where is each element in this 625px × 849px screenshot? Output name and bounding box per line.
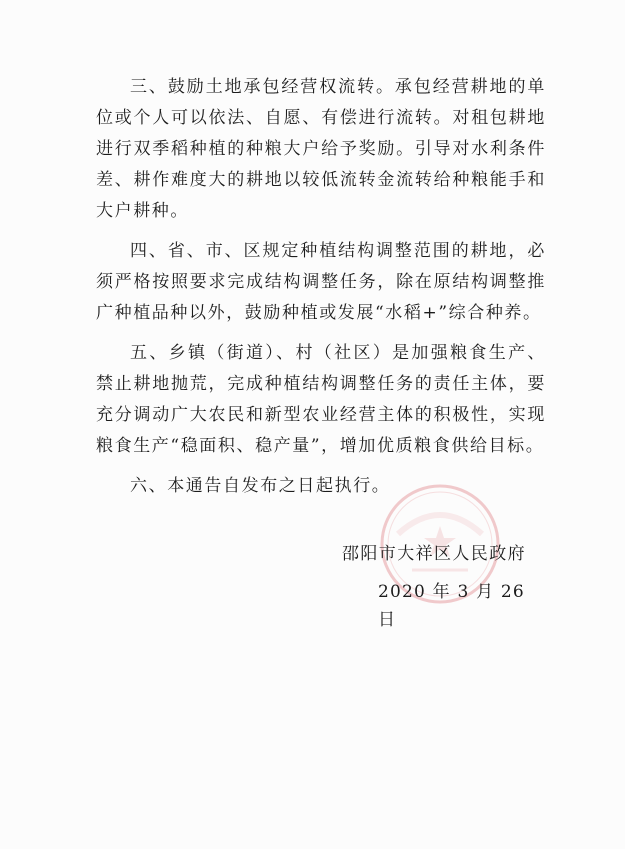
issue-date: 2020 年 3 月 26 日 (378, 582, 525, 630)
paragraph-4: 四、省、市、区规定种植结构调整范围的耕地，必须严格按照要求完成结构调整任务，除在原结构调整推广种植品种以外，鼓励种植或发展“水稻+”综合种养。 (96, 241, 546, 323)
paragraph-6: 六、本通告自发布之日起执行。 (130, 476, 391, 496)
paragraph-3: 三、鼓励土地承包经营权流转。承包经营耕地的单位或个人可以依法、自愿、有偿进行流转。对租包耕地进行双季稻种植的种粮大户给予奖励。引导对水利条件差、耕作难度大的耕地以较低流转金流转给种粮能手和大户耕种。 (96, 77, 546, 221)
signature-block (336, 540, 546, 634)
paragraph-5: 五、乡镇（街道）、村（社区）是加强粮食生产、禁止耕地抛荒，完成种植结构调整任务的责任主体，要充分调动广大农民和新型农业经营主体的积极性，实现粮食生产“稳面积、稳产量”，增加优质粮食供给目标。 (96, 343, 546, 456)
issuer-name: 邵阳市大祥区人民政府 (342, 544, 526, 564)
notice-body (96, 72, 546, 511)
